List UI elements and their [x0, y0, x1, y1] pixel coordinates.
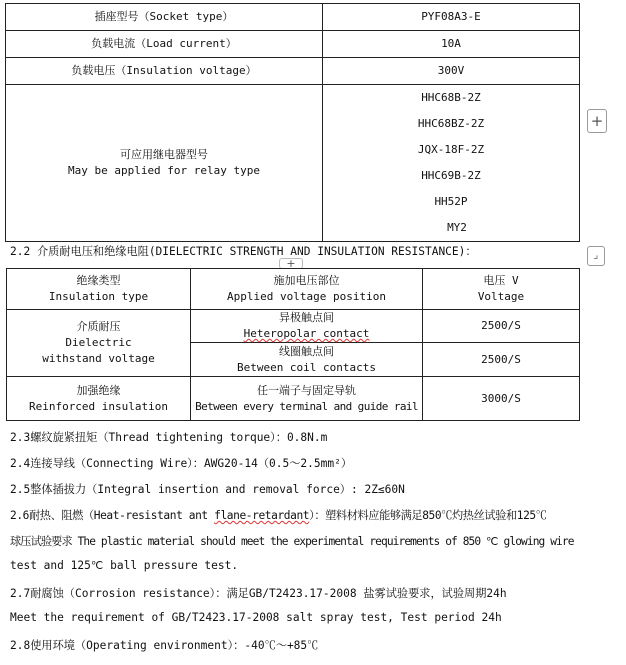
reinforced-cell: 加强绝缘 Reinforced insulation: [7, 377, 191, 421]
dielectric-cell: 介质耐压 Dielectric withstand voltage: [7, 310, 191, 377]
relay-type: HH52P: [434, 195, 468, 208]
heteropolar-voltage: 2500/S: [423, 310, 580, 343]
coil-voltage: 2500/S: [423, 343, 580, 377]
coil-cell: 线圈触点间 Between coil contacts: [191, 343, 423, 377]
expand-table-button[interactable]: ⌟: [587, 246, 605, 266]
force-line: 2.5整体插拔力（Integral insertion and removal force）: 2Z≤60N: [10, 483, 405, 496]
load-current-label: 负载电流（Load current）: [6, 31, 323, 58]
heat-line-en: 球压试验要求 The plastic material should meet the experimental requirements of 850 ℃ glowing wire: [10, 535, 574, 548]
load-current-value: 10A: [323, 31, 580, 58]
socket-spec-table: [5, 3, 580, 242]
relay-type-label: [6, 85, 323, 242]
relay-type: HHC68B-2Z: [421, 91, 481, 104]
reinforced-voltage: 3000/S: [423, 377, 580, 421]
torque-line: 2.3螺纹旋紧扭矩（Thread tightening torque）：0.8N.m: [10, 431, 328, 444]
environment-line: 2.8使用环境（Operating environment）：-40℃～+85℃: [10, 639, 319, 652]
relay-type-list: [323, 85, 580, 242]
insulation-voltage-value: 300V: [323, 58, 580, 85]
heat-line-en2: test and 125℃ ball pressure test.: [10, 559, 239, 572]
add-row-button[interactable]: +: [587, 109, 607, 133]
relay-label-en: May be applied for relay type: [67, 164, 261, 177]
corrosion-line: 2.7耐腐蚀（Corrosion resistance）：满足GB/T2423.17-2008 盐雾试验要求，试验周期24h: [10, 587, 507, 600]
heteropolar-cell: 异极触点间 Heteropolar contact: [191, 310, 423, 343]
socket-type-label: 插座型号（Socket type）: [6, 4, 323, 31]
header-applied-position: 施加电压部位 Applied voltage position: [191, 269, 423, 310]
heat-line: 2.6耐热、阻燃（Heat-resistant ant flane-retardant）：塑料材料应能够满足850℃灼热丝试验和125℃: [10, 509, 547, 522]
reinforced-position: 任一端子与固定导轨 Between every terminal and guide rail: [191, 377, 423, 421]
add-column-button[interactable]: +: [279, 258, 303, 269]
section-2-2-heading: 2.2 介质耐电压和绝缘电阻(DIELECTRIC STRENGTH AND INSULATION RESISTANCE)：: [10, 245, 477, 258]
corrosion-line-en: Meet the requirement of GB/T2423.17-2008 salt spray test, Test period 24h: [10, 611, 502, 624]
relay-type: JQX-18F-2Z: [417, 143, 485, 156]
header-insulation-type: 绝缘类型 Insulation type: [7, 269, 191, 310]
relay-label-cn: 可应用继电器型号: [120, 148, 208, 161]
dielectric-table: [6, 268, 580, 421]
header-voltage: 电压 V Voltage: [423, 269, 580, 310]
relay-type: MY2: [447, 221, 467, 234]
relay-type: HHC69B-2Z: [421, 169, 481, 182]
insulation-voltage-label: 负载电压（Insulation voltage）: [6, 58, 323, 85]
socket-type-value: PYF08A3-E: [323, 4, 580, 31]
wire-line: 2.4连接导线（Connecting Wire）：AWG20-14（0.5～2.5mm²）: [10, 457, 353, 470]
relay-type: HHC68BZ-2Z: [417, 117, 485, 130]
